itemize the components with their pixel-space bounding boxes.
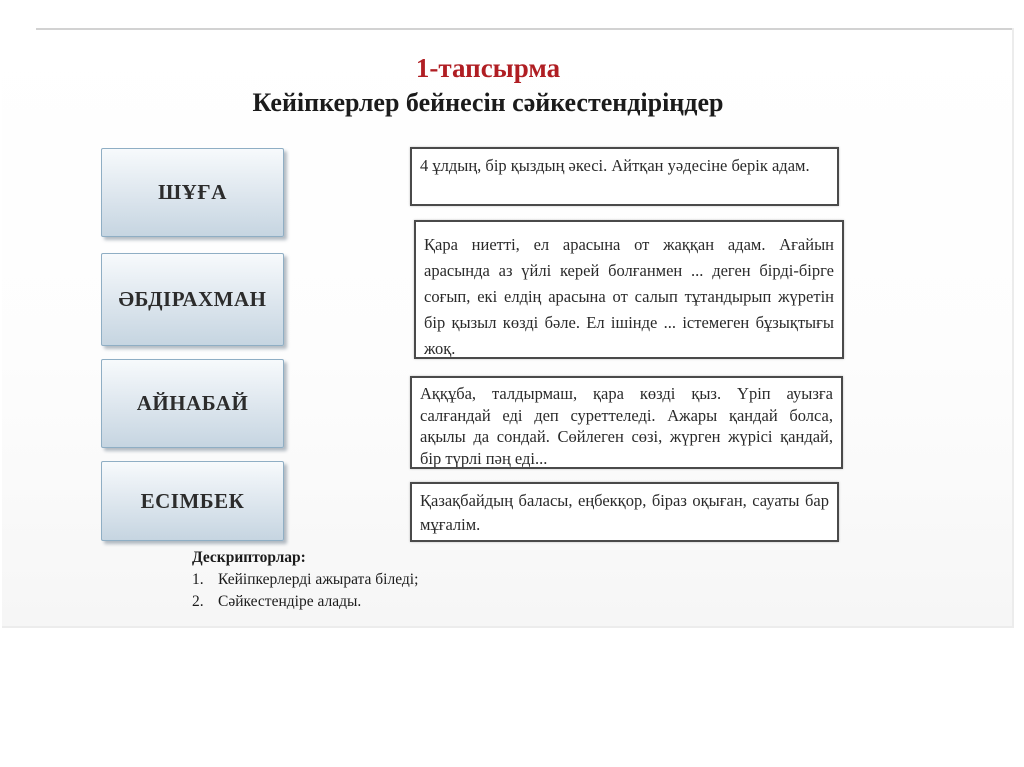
list-item-number: 1. xyxy=(192,571,204,588)
slide-bottom-border xyxy=(2,626,1014,628)
task-number-title: 1-тапсырма xyxy=(415,53,561,83)
list-item xyxy=(192,591,418,613)
descriptors-list xyxy=(192,569,418,613)
list-item-number: 2. xyxy=(192,593,204,610)
list-item-text: Сәйкестендіре алады. xyxy=(218,593,362,610)
descriptors-heading: Дескрипторлар: xyxy=(192,549,306,566)
character-card-ainabai[interactable]: АЙНАБАЙ xyxy=(101,359,284,448)
task-instruction: Кейіпкерлер бейнесін сәйкестендіріңдер xyxy=(252,88,724,117)
descriptors-section xyxy=(192,547,418,613)
character-card-abdirakhman[interactable]: ӘБДІРАХМАН xyxy=(101,253,284,346)
list-item-text: Кейіпкерлерді ажырата біледі; xyxy=(218,571,419,588)
character-card-esimbek[interactable]: ЕСІМБЕК xyxy=(101,461,284,541)
description-box-2[interactable]: Қара ниетті, ел арасына от жаққан адам. Ағайын арасында аз үйлі керей болғанмен ... деген бірді-бірге соғып, екі елдің арасына от салып тұтандырып жүретін бір қызыл көзді бәле. Ел ішінде ... істемеген бұзықтығы жоқ. xyxy=(414,220,844,359)
character-card-shuga[interactable]: ШҰҒА xyxy=(101,148,284,237)
slide-right-border xyxy=(1012,28,1014,628)
description-box-4[interactable]: Қазақбайдың баласы, еңбекқор, біраз оқыған, сауаты бар мұғалім. xyxy=(410,482,839,542)
description-box-3[interactable]: Аққұба, талдырмаш, қара көзді қыз. Үріп ауызға салғандай еді деп суреттеледі. Ажары қандай болса, ақылы да сондай. Сөйлеген сөзі, жүрген жүрісі қандай, бір түрлі пәң еді... xyxy=(410,376,843,469)
description-box-1[interactable]: 4 ұлдың, бір қыздың әкесі. Айтқан уәдесіне берік адам. xyxy=(410,147,839,206)
list-item xyxy=(192,569,418,591)
